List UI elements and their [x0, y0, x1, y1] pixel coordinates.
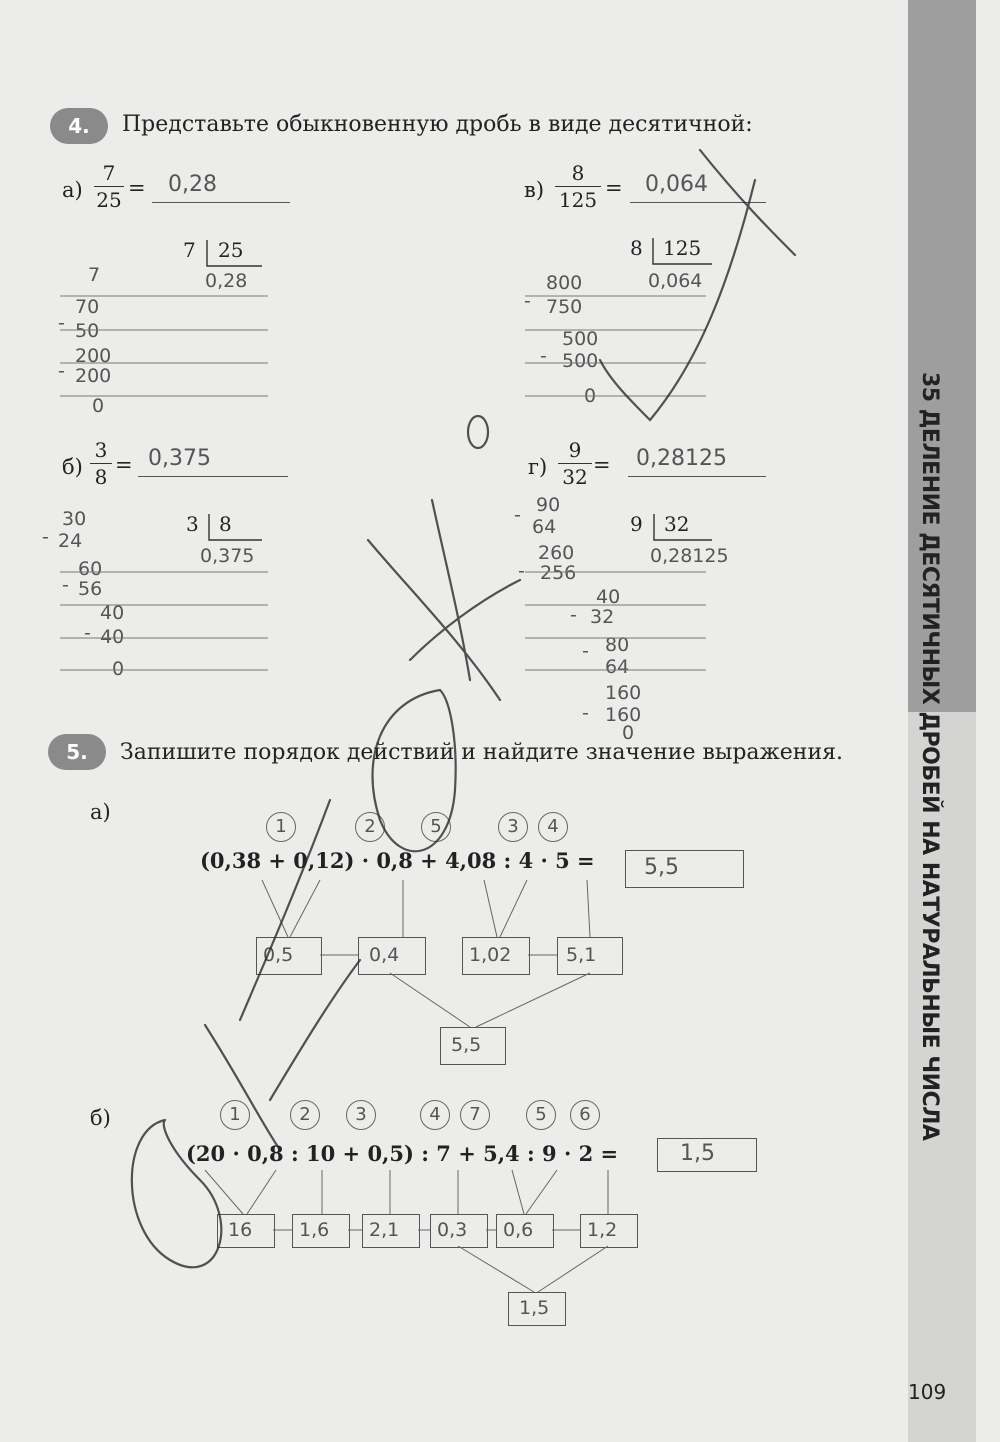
- task-5-badge: 5.: [48, 734, 106, 770]
- minus-v-2: -: [540, 345, 547, 367]
- order-b-7: 6: [570, 1100, 600, 1130]
- step-b-2: 24: [58, 530, 83, 552]
- task-5b-label: б): [90, 1106, 111, 1130]
- minus-g-5: -: [582, 702, 589, 724]
- part-a-label: а): [62, 178, 83, 202]
- step-value-b-6: 1,2: [587, 1219, 618, 1241]
- minus-a-1: -: [58, 312, 65, 334]
- step-a-2: 70: [75, 296, 100, 318]
- division-brackets: [207, 238, 712, 540]
- order-b-4: 4: [420, 1100, 450, 1130]
- quotient-a: 0,28: [205, 270, 248, 292]
- equals-b: =: [115, 453, 133, 477]
- minus-g-1: -: [514, 504, 521, 526]
- step-b-1: 30: [62, 508, 87, 530]
- part-v-label: в): [524, 178, 545, 202]
- task-4-badge: 4.: [50, 108, 108, 144]
- fraction-g-denominator: 32: [558, 463, 592, 490]
- step-value-b-3: 2,1: [369, 1219, 400, 1241]
- answer-g: 0,28125: [636, 446, 727, 471]
- quotient-v: 0,064: [648, 270, 703, 292]
- divisor-a: 25: [218, 238, 244, 262]
- dividend-b: 3: [186, 512, 199, 536]
- order-a-4: 3: [498, 812, 528, 842]
- step-g-3: 260: [538, 542, 575, 564]
- step-g-6: 32: [590, 606, 615, 628]
- order-a-5: 4: [538, 812, 568, 842]
- task-4-prompt: Представьте обыкновенную дробь в виде десятичной:: [122, 112, 753, 137]
- step-a-1: 7: [88, 264, 101, 286]
- connector-lines-a: [262, 880, 590, 1027]
- page-number: 109: [908, 1380, 947, 1404]
- quotient-g: 0,28125: [650, 545, 729, 567]
- step-value-a-1: 0,5: [263, 944, 294, 966]
- divisor-b: 8: [219, 512, 232, 536]
- final-value-b: 1,5: [519, 1297, 550, 1319]
- step-b-7: 0: [112, 658, 125, 680]
- minus-a-2: -: [58, 360, 65, 382]
- fraction-a-numerator: 7: [102, 161, 116, 185]
- divisor-v: 125: [663, 236, 702, 260]
- order-a-3: 5: [421, 812, 451, 842]
- step-b-5: 40: [100, 602, 125, 624]
- step-value-a-3: 1,02: [469, 944, 512, 966]
- equals-v: =: [605, 176, 623, 200]
- minus-g-2: -: [518, 560, 525, 582]
- step-b-6: 40: [100, 626, 125, 648]
- fraction-b-denominator: 8: [90, 463, 112, 490]
- step-b-3: 60: [78, 558, 103, 580]
- order-b-6: 5: [526, 1100, 556, 1130]
- step-g-4: 256: [540, 562, 577, 584]
- expression-b: (20 · 0,8 : 10 + 0,5) : 7 + 5,4 : 9 · 2 =: [186, 1141, 619, 1166]
- minus-b-3: -: [84, 622, 91, 644]
- task-5-prompt: Запишите порядок действий и найдите значение выражения.: [120, 740, 844, 765]
- step-g-10: 160: [605, 704, 642, 726]
- equals-a: =: [128, 176, 146, 200]
- minus-b-2: -: [62, 574, 69, 596]
- order-b-1: 1: [220, 1100, 250, 1130]
- dividend-g: 9: [630, 512, 643, 536]
- answer-a: 0,28: [168, 172, 217, 197]
- order-b-3: 3: [346, 1100, 376, 1130]
- minus-v-1: -: [524, 290, 531, 312]
- answer-5a: 5,5: [644, 855, 679, 880]
- fraction-b-numerator: 3: [94, 438, 108, 462]
- ruled-lines: [60, 296, 706, 670]
- step-value-b-2: 1,6: [299, 1219, 330, 1241]
- step-value-b-4: 0,3: [437, 1219, 468, 1241]
- pencil-scribble: [132, 150, 795, 1267]
- step-v-2: 750: [546, 296, 583, 318]
- minus-g-3: -: [570, 604, 577, 626]
- step-value-b-1: 16: [228, 1219, 253, 1241]
- answer-b: 0,375: [148, 446, 211, 471]
- step-b-4: 56: [78, 578, 103, 600]
- minus-g-4: -: [582, 640, 589, 662]
- answer-5b: 1,5: [680, 1141, 715, 1166]
- step-v-5: 0: [584, 385, 597, 407]
- connector-lines-b: [205, 1170, 608, 1292]
- dividend-v: 8: [630, 236, 643, 260]
- equals-g: =: [593, 453, 611, 477]
- step-g-11: 0: [622, 722, 635, 744]
- step-value-b-5: 0,6: [503, 1219, 534, 1241]
- order-a-1: 1: [266, 812, 296, 842]
- quotient-b: 0,375: [200, 545, 255, 567]
- part-g-label: г): [528, 455, 548, 479]
- part-b-label: б): [62, 455, 83, 479]
- step-a-5: 200: [75, 365, 112, 387]
- step-g-7: 80: [605, 634, 630, 656]
- step-g-8: 64: [605, 656, 630, 678]
- final-value-a: 5,5: [451, 1034, 482, 1056]
- divisor-g: 32: [664, 512, 690, 536]
- step-a-6: 0: [92, 395, 105, 417]
- step-g-1: 90: [536, 494, 561, 516]
- fraction-v-denominator: 125: [555, 186, 601, 213]
- step-a-3: 50: [75, 320, 100, 342]
- chapter-title: 35 ДЕЛЕНИЕ ДЕСЯТИЧНЫХ ДРОБЕЙ НА НАТУРАЛЬНЫЕ ЧИСЛА: [917, 372, 942, 1141]
- step-g-2: 64: [532, 516, 557, 538]
- step-a-4: 200: [75, 345, 112, 367]
- fraction-v-numerator: 8: [571, 161, 585, 185]
- step-v-3: 500: [562, 328, 599, 350]
- step-g-5: 40: [596, 586, 621, 608]
- step-g-9: 160: [605, 682, 642, 704]
- step-v-4: 500: [562, 350, 599, 372]
- expression-a: (0,38 + 0,12) · 0,8 + 4,08 : 4 · 5 =: [200, 848, 595, 873]
- fraction-a-denominator: 25: [94, 186, 124, 213]
- step-value-a-4: 5,1: [566, 944, 597, 966]
- order-b-2: 2: [290, 1100, 320, 1130]
- answer-v: 0,064: [645, 172, 708, 197]
- fraction-g-numerator: 9: [568, 438, 582, 462]
- step-v-1: 800: [546, 272, 583, 294]
- task-5a-label: а): [90, 800, 111, 824]
- minus-b-1: -: [42, 526, 49, 548]
- order-b-5: 7: [460, 1100, 490, 1130]
- step-value-a-2: 0,4: [369, 944, 400, 966]
- dividend-a: 7: [183, 238, 196, 262]
- order-a-2: 2: [355, 812, 385, 842]
